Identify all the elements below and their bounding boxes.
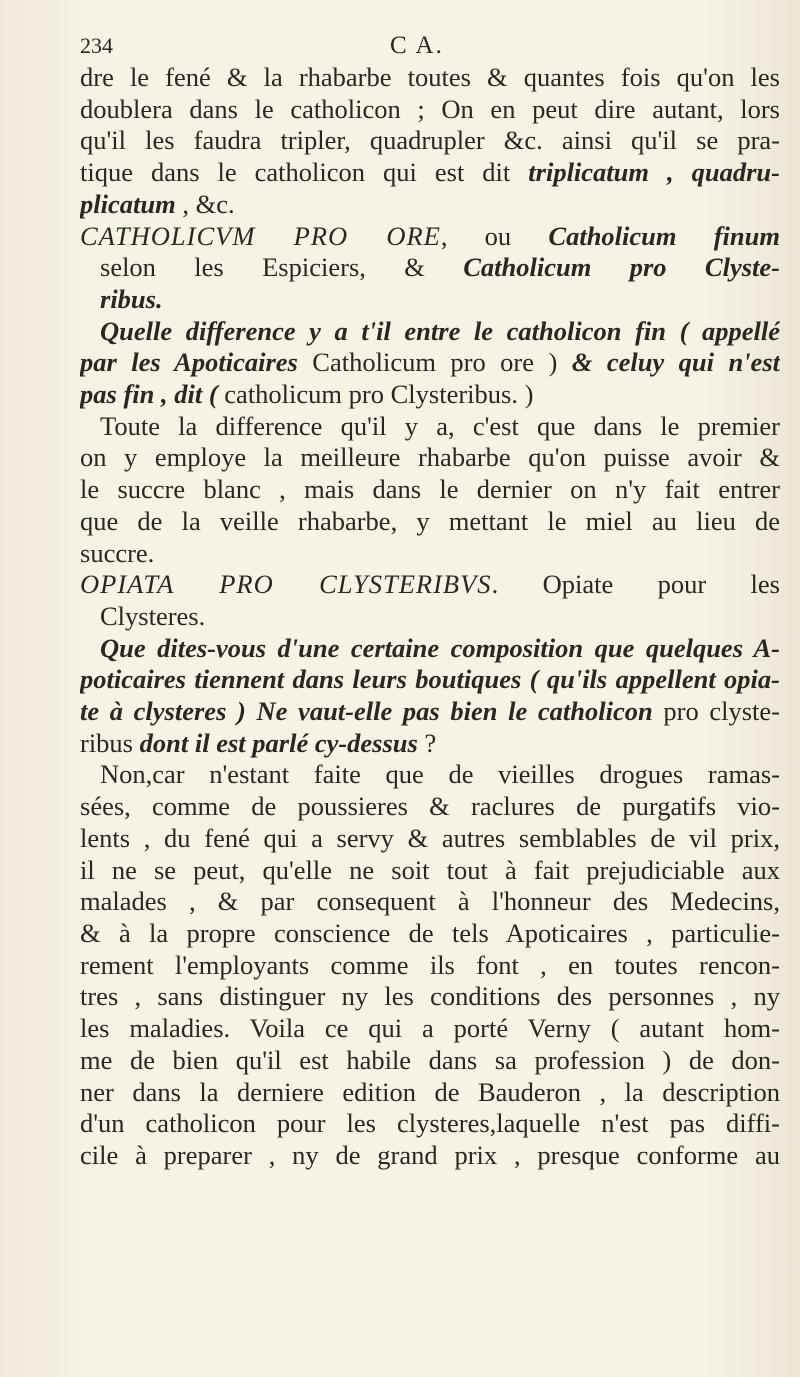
text-line — [80, 125, 780, 157]
text-line — [80, 189, 780, 221]
text-line — [80, 62, 780, 94]
text-line — [80, 823, 780, 855]
text-span: que de la veille rhabarbe, y mettant le miel au lieu de — [80, 505, 780, 536]
text-line — [80, 728, 780, 760]
text-span: rement l'employants comme ils font , en toutes rencon- — [80, 949, 780, 980]
text-span: le succre blanc , mais dans le dernier on n'y fait entrer — [80, 474, 780, 505]
text-line — [80, 506, 780, 538]
text-line — [80, 474, 780, 506]
text-line — [80, 569, 780, 601]
text-span: Catholicum pro ore ) — [297, 347, 572, 378]
italic-text: pas fin , dit ( — [80, 379, 218, 410]
text-line — [80, 601, 780, 633]
text-span: on y employe la meilleure rhabarbe qu'on puisse avoir & — [80, 442, 780, 473]
text-line — [80, 1013, 780, 1045]
text-span: & à la propre conscience de tels Apoticaires , particulie- — [80, 917, 780, 948]
italic-text: poticaires tiennent dans leurs boutiques ( qu'ils appellent opia- — [80, 664, 780, 695]
text-span: ner dans la derniere edition de Bauderon , la description — [80, 1076, 780, 1107]
running-title: C A. — [390, 32, 444, 59]
text-line — [80, 221, 780, 253]
text-line — [80, 442, 780, 474]
text-line — [80, 538, 780, 570]
text-line — [80, 791, 780, 823]
text-line — [80, 1108, 780, 1140]
text-line — [80, 284, 780, 316]
italic-text: Catholicum pro Clyste- — [463, 252, 780, 283]
text-span: , &c. — [175, 188, 235, 219]
text-span: . Opiate pour les — [491, 569, 780, 600]
section-heading: OPIATA PRO CLYSTERIBVS — [80, 569, 492, 600]
text-span: tres , sans distinguer ny les conditions des personnes , ny — [80, 981, 780, 1012]
text-span: tique dans le catholicon qui est dit — [80, 157, 529, 188]
page-header — [80, 30, 780, 62]
text-span: malades , & par consequent à l'honneur des Medecins, — [80, 886, 780, 917]
text-span: dre le fené & la rhabarbe toutes & quantes fois qu'on les — [80, 62, 780, 92]
text-line — [80, 411, 780, 443]
text-span: cile à preparer , ny de grand prix , presque conforme au — [80, 1139, 780, 1170]
text-line — [80, 918, 780, 950]
text-line — [80, 664, 780, 696]
page-text-block — [80, 30, 780, 1172]
text-span: pro clyste- — [652, 696, 780, 727]
text-span: Clysteres. — [100, 600, 206, 631]
text-span: Non,car n'estant faite que de vieilles drogues ramas- — [100, 759, 780, 790]
text-line — [80, 633, 780, 665]
text-span: sées, comme de poussieres & raclures de purgatifs vio- — [80, 791, 780, 822]
text-line — [80, 950, 780, 982]
text-span: me de bien qu'il est habile dans sa profession ) de don- — [80, 1044, 780, 1075]
text-line — [80, 1045, 780, 1077]
text-line — [80, 347, 780, 379]
italic-text: Que dites-vous d'une certaine composition que quelques A- — [100, 632, 780, 663]
text-span: il ne se peut, qu'elle ne soit tout à fait prejudiciable aux — [80, 854, 780, 885]
text-line — [80, 759, 780, 791]
text-span: doublera dans le catholicon ; On en peut dire autant, lors — [80, 93, 780, 124]
italic-text: par les Apoticaires — [80, 347, 298, 378]
text-line — [80, 696, 780, 728]
text-line — [80, 1077, 780, 1109]
section-heading: CATHOLICVM PRO ORE — [80, 220, 441, 251]
text-span: les maladies. Voila ce qui a porté Verny ( autant hom- — [80, 1013, 780, 1044]
text-span: Toute la difference qu'il y a, c'est que dans le premier — [100, 410, 780, 441]
text-line — [80, 94, 780, 126]
text-line — [80, 886, 780, 918]
text-span: catholicum pro Clysteribus. ) — [217, 379, 534, 410]
italic-text: dont il est parlé cy-dessus — [139, 727, 418, 758]
italic-text: Quelle difference y a t'il entre le catholicon fin ( appellé — [100, 315, 780, 346]
page-number: 234 — [80, 33, 113, 58]
text-span: , ou — [440, 220, 549, 251]
text-span: d'un catholicon pour les clysteres,laquelle n'est pas diffi- — [80, 1108, 780, 1139]
italic-text: ribus. — [100, 283, 163, 314]
text-line — [80, 316, 780, 348]
italic-text: plicatum — [80, 188, 176, 219]
italic-text: te à clysteres ) Ne vaut-elle pas bien le catholicon — [80, 696, 653, 727]
text-span: selon les Espiciers, & — [100, 252, 464, 283]
text-line — [80, 981, 780, 1013]
text-span: succre. — [80, 537, 155, 568]
text-line — [80, 1140, 780, 1172]
text-line — [80, 252, 780, 284]
italic-text: & celuy qui n'est — [571, 347, 780, 378]
text-line — [80, 157, 780, 189]
text-line — [80, 379, 780, 411]
text-span: qu'il les faudra tripler, quadrupler &c. ainsi qu'il se pra- — [80, 125, 780, 156]
text-span: ? — [417, 727, 437, 758]
italic-text: triplicatum , quadru- — [528, 157, 780, 188]
text-span: lents , du fené qui a servy & autres semblables de vil prix, — [80, 822, 780, 853]
italic-text: Catholicum finum — [548, 220, 780, 251]
text-line — [80, 855, 780, 887]
text-span: ribus — [80, 727, 140, 758]
